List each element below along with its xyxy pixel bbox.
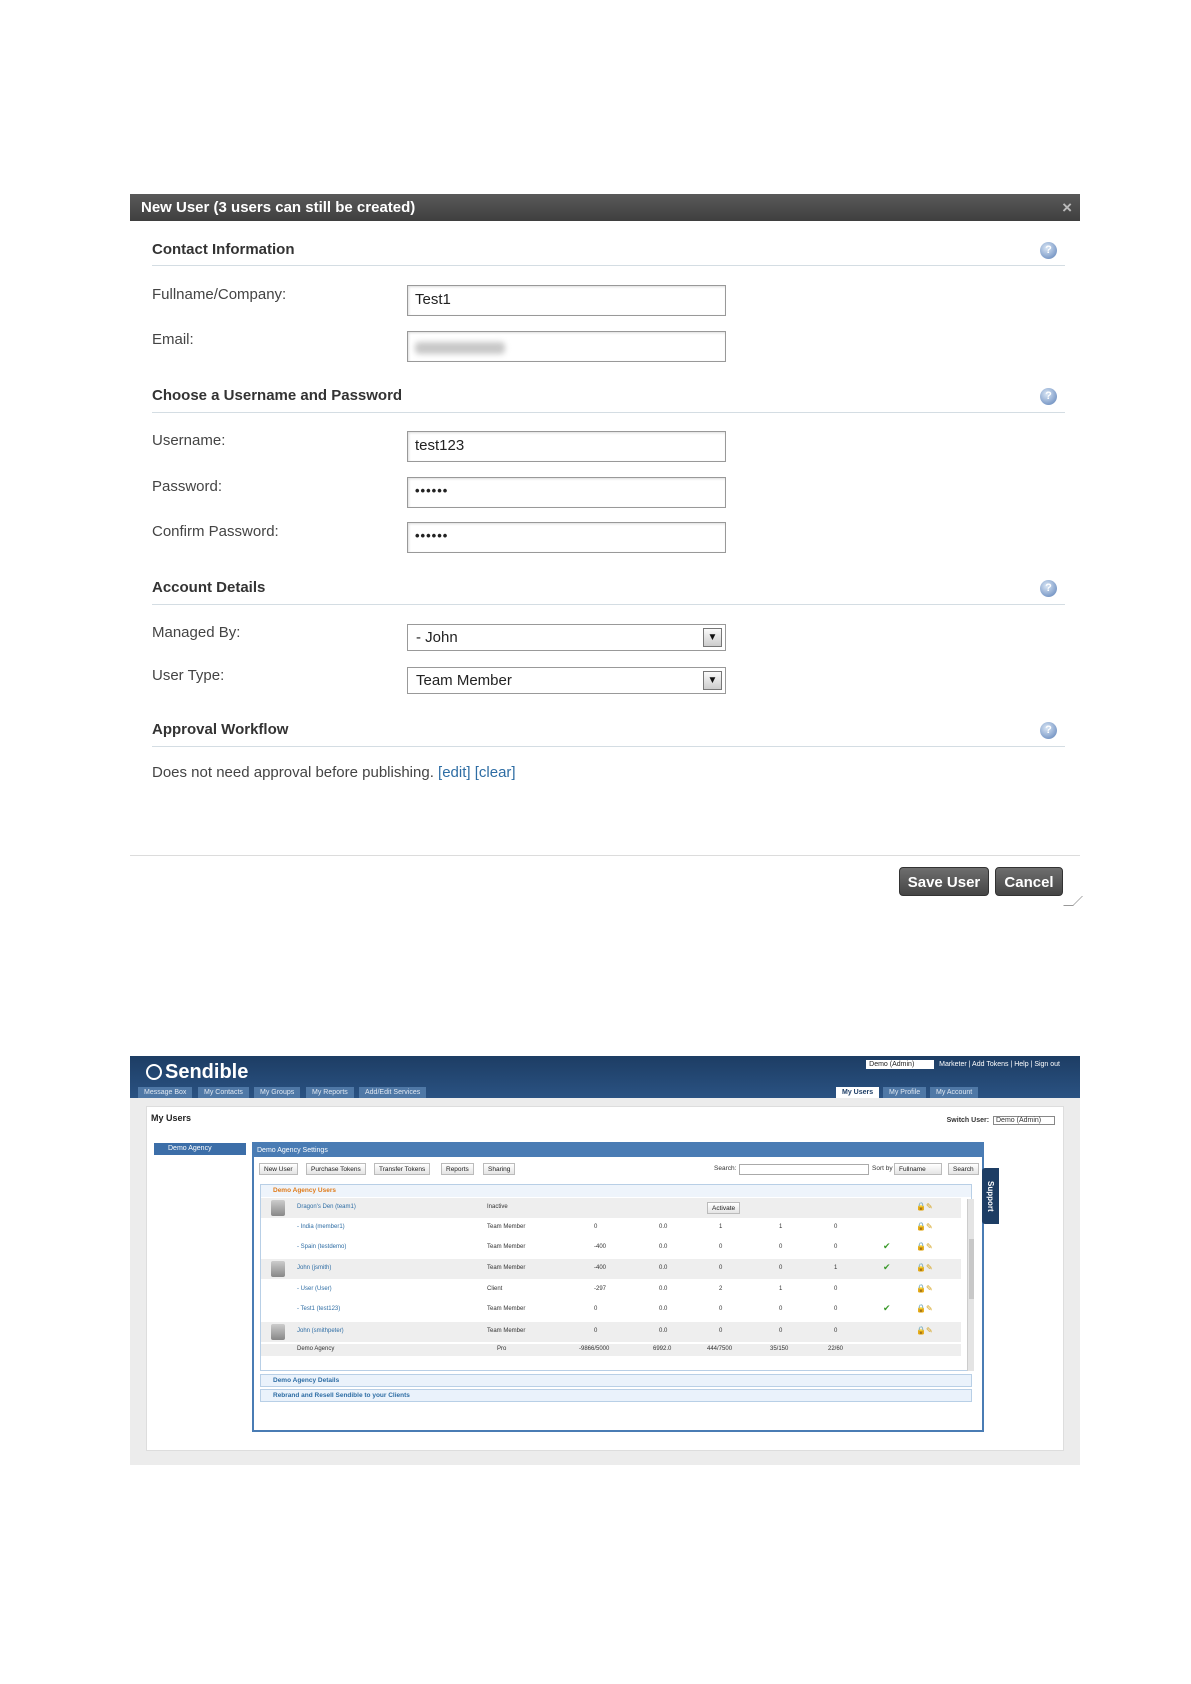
avatar	[271, 1324, 285, 1340]
logo: Sendible	[146, 1061, 248, 1084]
cell-value: 0	[594, 1306, 598, 1312]
user-name[interactable]: - India (member1)	[297, 1224, 345, 1230]
section-divider	[152, 604, 1065, 605]
cell-value: 0	[594, 1328, 598, 1334]
cell-value: 0	[834, 1306, 838, 1312]
user-type: Team Member	[487, 1306, 526, 1312]
activate-button[interactable]: Activate	[707, 1202, 740, 1214]
cell-value: 0.0	[659, 1328, 668, 1334]
nav-tab[interactable]: My Reports	[306, 1087, 354, 1098]
settings-header: Demo Agency Settings	[254, 1144, 982, 1157]
nav-tab[interactable]: My Users	[836, 1087, 879, 1098]
confirm-password-input[interactable]: ••••••	[407, 522, 726, 553]
user-type-select[interactable]	[407, 667, 726, 694]
cell-value: 0	[834, 1244, 838, 1250]
cell-value: -400	[594, 1244, 607, 1250]
username-input[interactable]: test123	[407, 431, 726, 462]
table-row	[261, 1280, 961, 1300]
cell-value: -400	[594, 1265, 607, 1271]
fullname-input[interactable]: Test1	[407, 285, 726, 316]
password-input[interactable]: ••••••	[407, 477, 726, 508]
resize-handle-icon[interactable]	[1063, 896, 1083, 906]
cell-value: 1	[719, 1224, 723, 1230]
cell-value: 1	[779, 1286, 783, 1292]
switch-user-select[interactable]: Demo (Admin)	[993, 1116, 1055, 1125]
cell-value: 0	[779, 1244, 783, 1250]
cell-value: 0	[594, 1224, 598, 1230]
section-divider	[152, 265, 1065, 266]
support-tab[interactable]: Support	[982, 1168, 999, 1224]
user-name[interactable]: Dragon's Den (team1)	[297, 1204, 356, 1210]
totals-cell: 6992.0	[653, 1346, 672, 1352]
users-header[interactable]: Demo Agency Users	[261, 1185, 971, 1197]
email-input[interactable]	[407, 331, 726, 362]
help-icon[interactable]: ?	[1040, 388, 1057, 405]
totals-cell: Demo Agency	[297, 1346, 335, 1352]
user-name[interactable]: - User (User)	[297, 1286, 332, 1292]
cell-value: 0	[719, 1328, 723, 1334]
user-type: Client	[487, 1286, 503, 1292]
avatar	[271, 1261, 285, 1277]
section-credentials-title: Choose a Username and Password	[152, 387, 403, 404]
user-actions-icon[interactable]: 🔒✎	[916, 1284, 933, 1293]
user-actions-icon[interactable]: 🔒✎	[916, 1263, 933, 1272]
cell-value: 0	[719, 1265, 723, 1271]
cell-value: 0	[834, 1286, 838, 1292]
cell-value: 0	[779, 1306, 783, 1312]
password-label: Password:	[152, 478, 223, 495]
nav-tab[interactable]: My Contacts	[198, 1087, 249, 1098]
toolbar-button[interactable]: New User	[259, 1163, 298, 1175]
account-select[interactable]: Demo (Admin)	[866, 1060, 934, 1069]
cell-value: -297	[594, 1286, 607, 1292]
cell-value: 0	[719, 1244, 723, 1250]
nav-tab[interactable]: Add/Edit Services	[359, 1087, 426, 1098]
cell-value: 1	[834, 1265, 838, 1271]
nav-tab[interactable]: Message Box	[138, 1087, 192, 1098]
user-type-value: Team Member	[416, 672, 512, 689]
user-name[interactable]: - Test1 (test123)	[297, 1306, 341, 1312]
user-actions-icon[interactable]: 🔒✎	[916, 1304, 933, 1313]
cell-value: 0	[834, 1328, 838, 1334]
user-type: Inactive	[487, 1204, 508, 1210]
user-type-label: User Type:	[152, 667, 225, 684]
app-screenshot	[130, 1056, 1080, 1465]
nav-tab[interactable]: My Account	[930, 1087, 978, 1098]
new-user-dialog	[130, 194, 1080, 910]
help-icon[interactable]: ?	[1040, 580, 1057, 597]
approval-edit-link[interactable]: [edit]	[438, 764, 471, 781]
help-icon[interactable]: ?	[1040, 242, 1057, 259]
table-row	[261, 1259, 961, 1279]
user-name[interactable]: John (jsmith)	[297, 1265, 332, 1271]
user-name[interactable]: John (smithpeter)	[297, 1328, 344, 1334]
totals-row	[261, 1344, 961, 1356]
approval-text: Does not need approval before publishing.	[152, 764, 434, 781]
cell-value: 2	[719, 1286, 723, 1292]
cell-value: 0	[779, 1328, 783, 1334]
content-panel	[146, 1106, 1064, 1451]
page-title: My Users	[151, 1113, 192, 1123]
chevron-down-icon[interactable]: ▼	[703, 671, 722, 690]
search-label: Search:	[714, 1165, 737, 1172]
close-icon[interactable]: ×	[1062, 198, 1072, 217]
accordion-rebrand[interactable]: Rebrand and Resell Sendible to your Clients	[260, 1389, 972, 1402]
scrollbar[interactable]	[967, 1199, 974, 1371]
confirm-password-label: Confirm Password:	[152, 523, 279, 540]
fullname-label: Fullname/Company:	[152, 286, 287, 303]
save-user-button[interactable]: Save User	[899, 867, 989, 896]
dialog-header	[130, 194, 1080, 221]
managed-by-value: - John	[416, 629, 458, 646]
cell-value: 0.0	[659, 1306, 668, 1312]
approval-clear-link[interactable]: [clear]	[474, 764, 516, 781]
chevron-down-icon[interactable]: ▼	[703, 628, 722, 647]
managed-by-label: Managed By:	[152, 624, 241, 641]
section-approval-title: Approval Workflow	[152, 721, 289, 738]
totals-cell: 22/60	[828, 1346, 844, 1352]
agency-settings-panel	[252, 1142, 984, 1432]
nav-tab[interactable]: My Groups	[254, 1087, 300, 1098]
dialog-title: New User (3 users can still be created)	[141, 199, 416, 216]
user-actions-icon[interactable]: 🔒✎	[916, 1222, 933, 1231]
top-links-text[interactable]: Marketer | Add Tokens | Help | Sign out	[939, 1061, 1060, 1068]
totals-cell: 35/150	[770, 1346, 789, 1352]
user-type: Team Member	[487, 1328, 526, 1334]
cell-value: 1	[779, 1224, 783, 1230]
check-icon: ✔	[883, 1262, 891, 1272]
sidebar-item-demo-agency[interactable]: Demo Agency	[154, 1143, 246, 1155]
user-type: Team Member	[487, 1244, 526, 1250]
section-divider	[152, 412, 1065, 413]
cell-value: 0.0	[659, 1224, 668, 1230]
user-actions-icon[interactable]: 🔒✎	[916, 1326, 933, 1335]
search-button[interactable]: Search	[948, 1163, 979, 1175]
users-list	[260, 1184, 972, 1371]
cell-value: 0.0	[659, 1286, 668, 1292]
user-type: Team Member	[487, 1224, 526, 1230]
table-row	[261, 1218, 961, 1238]
totals-cell: Pro	[497, 1346, 507, 1352]
cell-value: 0.0	[659, 1265, 668, 1271]
table-row	[261, 1238, 961, 1258]
section-account-title: Account Details	[152, 579, 266, 596]
section-contact-title: Contact Information	[152, 241, 295, 258]
toolbar-button[interactable]: Purchase Tokens	[306, 1163, 366, 1175]
user-name[interactable]: - Spain (testdemo)	[297, 1244, 347, 1250]
sort-label: Sort by	[872, 1165, 893, 1172]
search-input[interactable]	[739, 1164, 869, 1175]
cell-value: 0.0	[659, 1244, 668, 1250]
totals-cell: -9866/5000	[579, 1346, 610, 1352]
user-actions-icon[interactable]: 🔒✎	[916, 1202, 933, 1211]
top-links	[863, 1060, 1060, 1069]
table-row	[261, 1322, 961, 1342]
cancel-button[interactable]: Cancel	[995, 867, 1063, 896]
toolbar-button[interactable]: Sharing	[483, 1163, 515, 1175]
cell-value: 0	[719, 1306, 723, 1312]
toolbar-button[interactable]: Transfer Tokens	[374, 1163, 430, 1175]
managed-by-select[interactable]	[407, 624, 726, 651]
email-label: Email:	[152, 331, 194, 348]
sort-select[interactable]: Fullname	[894, 1163, 942, 1175]
table-row	[261, 1198, 961, 1218]
cell-value: 0	[834, 1224, 838, 1230]
cell-value: 0	[779, 1265, 783, 1271]
username-label: Username:	[152, 432, 226, 449]
toolbar-button[interactable]: Reports	[441, 1163, 474, 1175]
table-row	[261, 1300, 961, 1320]
section-divider	[152, 746, 1065, 747]
help-icon[interactable]: ?	[1040, 722, 1057, 739]
user-actions-icon[interactable]: 🔒✎	[916, 1242, 933, 1251]
user-type: Team Member	[487, 1265, 526, 1271]
check-icon: ✔	[883, 1241, 891, 1251]
redacted-email	[415, 342, 505, 354]
check-icon: ✔	[883, 1303, 891, 1313]
switch-user: Switch User: Demo (Admin)	[947, 1116, 1057, 1125]
logo-icon	[146, 1064, 162, 1080]
accordion-agency-details[interactable]: Demo Agency Details	[260, 1374, 972, 1387]
approval-status	[152, 764, 516, 781]
totals-cell: 444/7500	[707, 1346, 733, 1352]
footer-divider	[130, 855, 1080, 856]
nav-tab[interactable]: My Profile	[883, 1087, 926, 1098]
avatar	[271, 1200, 285, 1216]
